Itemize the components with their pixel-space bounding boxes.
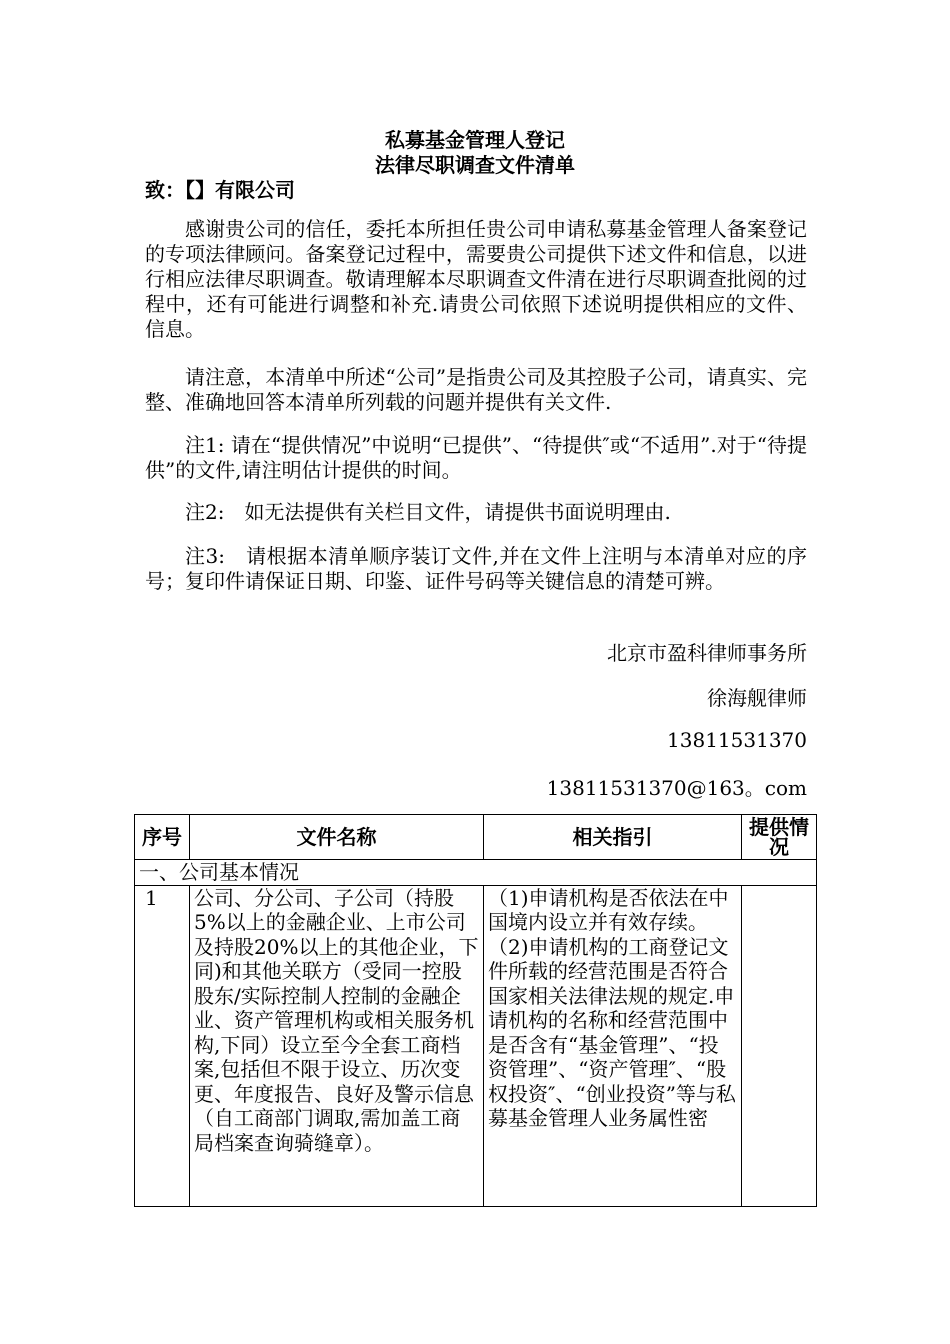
section-title: 一、公司基本情况 — [135, 860, 817, 886]
intro-paragraph: 感谢贵公司的信任，委托本所担任贵公司申请私募基金管理人备案登记的专项法律顾问。备案登记过程中，需要贵公司提供下述文件和信息，以进行相应法律尽职调查。敬请理解本尽职调查文件清在进行尽职调查批阅的过程中，还有可能进行调整和补充.请贵公司依照下述说明提供相应的文件、信息。 — [145, 217, 807, 341]
contact-email: 13811531370@163。com — [546, 776, 807, 800]
header-doc-name: 文件名称 — [190, 815, 484, 860]
row-index — [135, 885, 190, 1206]
note-2: 注2: 如无法提供有关栏目文件，请提供书面说明理由. — [185, 500, 671, 524]
row-doc-name-text: 公司、分公司、子公司（持股5%以上的金融企业、上市公司及持股20%以上的其他企业，下同)和其他关联方（受同一控股股东/实际控制人控制的金融企业、资产管理机构或相关服务机构,下同）设立至今全套工商档案,包括但不限于设立、历次变更、年度报告、良好及警示信息（自工商部门调取,需加盖工商局档案查询骑缝章）。 — [194, 885, 479, 1155]
header-guide: 相关指引 — [484, 815, 742, 860]
note-1: 注1: 请在“提供情况”中说明“已提供”、“待提供″或“不适用”.对于“待提供”的文件,请注明估计提供的时间。 — [145, 433, 807, 482]
row-guide-text: （1)申请机构是否依法在中国境内设立并有效存续。（2)申请机构的工商登记文件所载的经营范围是否符合国家相关法律法规的规定.申请机构的名称和经营范围中是否含有“基金管理”、“投资管理”、“资产管理″、“股权投资″、“创业投资”等与私募基金管理人业务属性密 — [488, 885, 736, 1130]
header-index: 序号 — [135, 815, 190, 860]
row-index-text: 1 — [145, 885, 158, 910]
row-status-text[interactable] — [746, 886, 812, 1206]
row-status[interactable] — [742, 885, 817, 1206]
row-guide — [484, 885, 742, 1206]
table-row — [135, 885, 817, 1206]
table-header-row — [135, 815, 817, 860]
header-status: 提供情况 — [742, 815, 817, 860]
addressee: 致：【】有限公司 — [145, 178, 295, 202]
law-firm-name: 北京市盈科律师事务所 — [607, 641, 807, 665]
contact-phone: 13811531370 — [667, 728, 807, 752]
row-doc-name — [190, 885, 484, 1206]
note-3: 注3: 请根据本清单顺序装订文件,并在文件上注明与本清单对应的序号；复印件请保证日期、印鉴、证件号码等关键信息的清楚可辨。 — [145, 544, 807, 593]
document-title-line2: 法律尽职调查文件清单 — [375, 153, 575, 177]
section-row — [135, 860, 817, 886]
document-title-line1: 私募基金管理人登记 — [385, 128, 565, 152]
notice-paragraph: 请注意，本清单中所述“公司”是指贵公司及其控股子公司，请真实、完整、准确地回答本清单所列载的问题并提供有关文件. — [145, 365, 807, 414]
due-diligence-table — [134, 814, 817, 1207]
lawyer-name: 徐海舰律师 — [707, 686, 807, 710]
